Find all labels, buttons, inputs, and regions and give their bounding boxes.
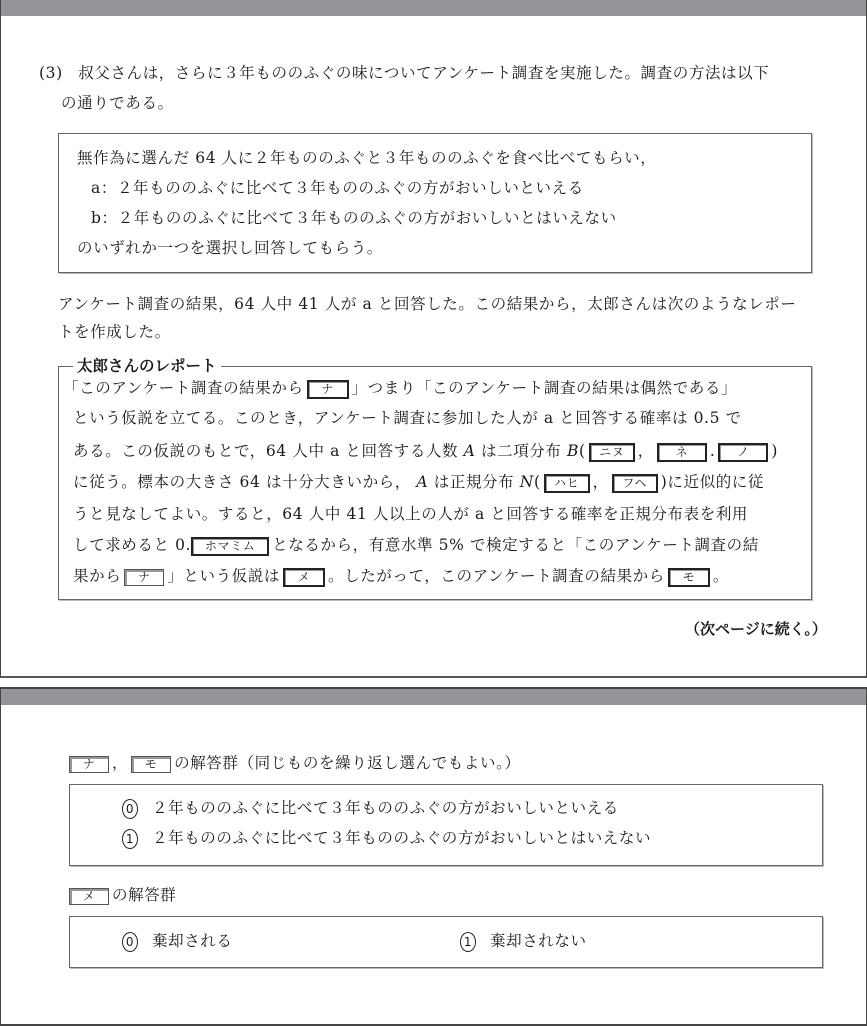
answer-option-1[interactable]: 1 ２年もののふぐに比べて３年もののふぐの方がおいしいとはいえない (122, 827, 651, 849)
answer-box-hahi[interactable]: ハヒ (544, 474, 590, 493)
question-number: (3) (39, 64, 63, 82)
report-line1: 「このアンケート調査の結果から ナ 」つまり「このアンケート調査の結果は偶然である」 (63, 379, 738, 397)
report-line3: ある。この仮説のもとで，64 人中 a と回答する人数 A は二項分布 B( ニヌ ， ネ . ノ ) (73, 442, 778, 460)
method-line1: 無作為に選んだ 64 人に２年もののふぐと３年もののふぐを食べ比べてもらい， (77, 149, 657, 167)
answer-box-fuhe[interactable]: フヘ (612, 474, 658, 493)
answer-option-1[interactable]: 1 棄却されない (460, 930, 587, 952)
choice-number-icon: 0 (122, 932, 138, 952)
report-line2: という仮説を立てる。このとき，アンケート調査に参加した人が a と回答する確率は 0.5 で (73, 409, 742, 427)
question-intro-line2: の通りである。 (61, 94, 174, 112)
answer-option-0[interactable]: 0 棄却される (122, 930, 233, 952)
continued-next-page: （次ページに続く。） (685, 620, 827, 638)
report-line4: に従う。標本の大きさ 64 は十分大きいから， A は正規分布 N( ハヒ ， フヘ )に近似的に従 (73, 473, 764, 491)
page-header-bar (1, 689, 866, 705)
answer-box-na-label: ナ (69, 756, 109, 773)
answer-group1-box (69, 784, 823, 866)
method-option-b: b：２年もののふぐに比べて３年もののふぐの方がおいしいとはいえない (91, 209, 617, 227)
answer-box-mo[interactable]: モ (668, 568, 710, 587)
report-line5: うと見なしてよい。すると，64 人中 41 人以上の人が a と回答する確率を正規分布表を利用 (73, 505, 749, 523)
exam-page-2 (0, 687, 867, 1026)
answer-box-no[interactable]: ノ (718, 443, 768, 462)
report-title: 太郎さんのレポート (73, 356, 221, 376)
answer-group2-heading: メ の解答群 (69, 884, 176, 906)
page-header-bar (1, 0, 866, 16)
report-line6: して求めると 0. ホマミム となるから，有意水準 5% で検定すると「このアンケート調査の結 (73, 536, 759, 554)
answer-group2-box (69, 916, 823, 968)
answer-option-0[interactable]: 0 ２年もののふぐに比べて３年もののふぐの方がおいしいといえる (122, 797, 619, 819)
answer-box-me[interactable]: メ (283, 568, 325, 587)
answer-box-homamimu[interactable]: ホマミム (191, 537, 269, 556)
result-line2: トを作成した。 (58, 323, 171, 341)
answer-box-mo-label: モ (131, 756, 171, 773)
choice-number-icon: 0 (122, 799, 138, 819)
answer-group1-heading: ナ ， モ の解答群（同じものを繰り返し選んでもよい。） (69, 752, 521, 774)
choice-number-icon: 1 (460, 932, 476, 952)
answer-box-na[interactable]: ナ (307, 380, 349, 399)
question-intro-line1: (3) 叔父さんは，さらに３年もののふぐの味についてアンケート調査を実施した。調査の方法は以下 (39, 64, 770, 82)
answer-box-me-label: メ (69, 888, 109, 905)
survey-method-box (58, 133, 812, 273)
taro-report-box (58, 366, 812, 600)
method-line4: のいずれか一つを選択し回答してもらう。 (77, 239, 383, 257)
choice-number-icon: 1 (122, 829, 138, 849)
method-option-a: a：２年もののふぐに比べて３年もののふぐの方がおいしいといえる (91, 179, 584, 197)
answer-box-ne[interactable]: ネ (657, 443, 707, 462)
answer-box-ninu[interactable]: ニヌ (589, 443, 635, 462)
result-line1: アンケート調査の結果，64 人中 41 人が a と回答した。この結果から，太郎さんは次のようなレポー (58, 295, 797, 313)
answer-box-na-repeat[interactable]: ナ (124, 569, 164, 586)
report-line7: 果から ナ 」という仮説は メ 。したがって，このアンケート調査の結果から モ 。 (73, 567, 729, 585)
